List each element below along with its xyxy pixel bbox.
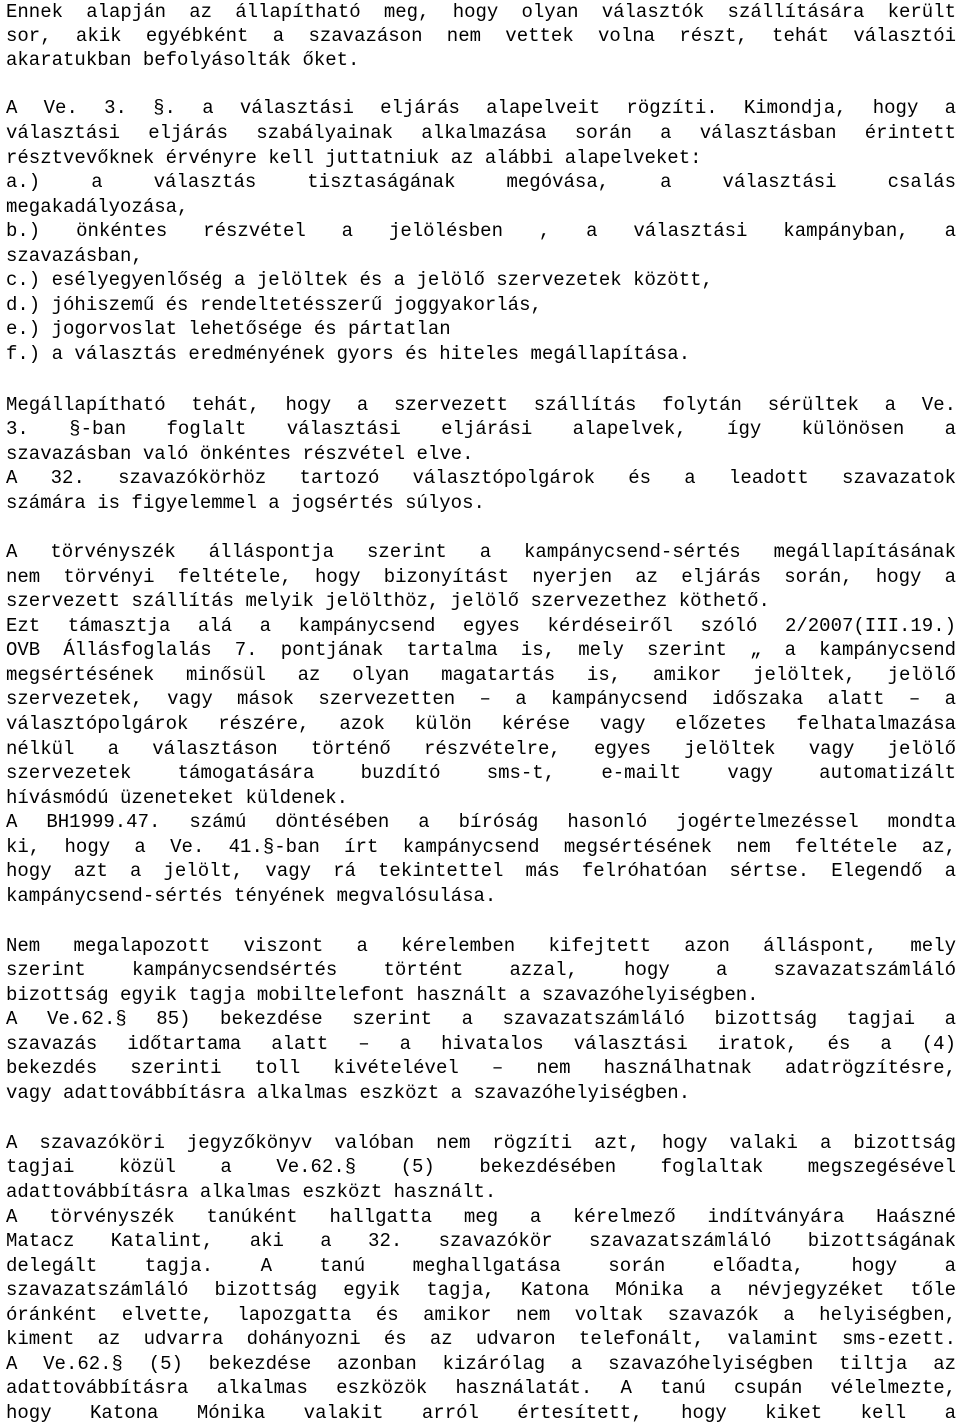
paragraph-line: óránként elvette, lapozgatta és amikor nem voltak szavazók a helyiségben,	[6, 1304, 956, 1326]
paragraph-line: A BH1999.47. számú döntésében a bíróság hasonló jogértelmezéssel mondta	[6, 811, 956, 833]
paragraph-line: A Ve. 3. §. a választási eljárás alapelveit rögzíti. Kimondja, hogy a	[6, 97, 956, 119]
paragraph-line: sor, akik egyébként a szavazáson nem vettek volna részt, tehát választói	[6, 25, 956, 47]
list-item: c.) esélyegyenlőség a jelöltek és a jelölő szervezetek között,	[6, 269, 713, 291]
paragraph-line: delegált tagja. A tanú meghallgatása során előadta, hogy a	[6, 1255, 956, 1277]
paragraph-line: szervezetek, vagy mások szervezetten – a kampánycsend időszaka alatt – a	[6, 688, 956, 710]
paragraph-line: választási eljárás szabályainak alkalmazása során a választásban érintett	[6, 122, 956, 144]
paragraph-line: A Ve.62.§ 85) bekezdése szerint a szavazatszámláló bizottság tagjai a	[6, 1008, 956, 1030]
paragraph-line: tagjai közül a Ve.62.§ (5) bekezdésében foglaltak megszegésével	[6, 1156, 956, 1178]
paragraph-line: szervezett szállítás melyik jelölthöz, jelölő szervezethez köthető.	[6, 590, 770, 612]
paragraph-line: szavazatszámláló bizottság egyik tagja, Katona Mónika a névjegyzéket tőle	[6, 1279, 956, 1301]
list-item: e.) jogorvoslat lehetősége és pártatlan	[6, 318, 451, 340]
list-item: f.) a választás eredményének gyors és hiteles megállapítása.	[6, 343, 691, 365]
paragraph-line: szervezetek támogatására buzdító sms-t, e-mailt vagy automatizált	[6, 762, 956, 784]
paragraph-line: hívásmódú üzeneteket küldenek.	[6, 787, 349, 809]
paragraph-line: A 32. szavazókörhöz tartozó választópolgárok és a leadott szavazatok	[6, 467, 956, 489]
list-item: b.) önkéntes részvétel a jelölésben , a választási kampányban, a	[6, 220, 956, 242]
paragraph-line: kampánycsend-sértés tényének megvalósulása.	[6, 885, 497, 907]
list-item: a.) a választás tisztaságának megóvása, a választási csalás	[6, 171, 956, 193]
paragraph-line: OVB Állásfoglalás 7. pontjának tartalma is, mely szerint „ a kampánycsend	[6, 639, 956, 661]
paragraph-line: Ezt támasztja alá a kampánycsend egyes kérdéseiről szóló 2/2007(III.19.)	[6, 615, 956, 637]
paragraph-line: A Ve.62.§ (5) bekezdése azonban kizárólag a szavazóhelyiségben tiltja az	[6, 1353, 956, 1375]
paragraph-line: nélkül a választáson történő részvételre, egyes jelöltek vagy jelölő	[6, 738, 956, 760]
paragraph-line: 3. §-ban foglalt választási eljárási alapelvek, így különösen a	[6, 418, 956, 440]
paragraph-line: szavazásban való önkéntes részvétel elve.	[6, 443, 474, 465]
paragraph-line: akaratukban befolyásolták őket.	[6, 49, 360, 71]
paragraph-line: A szavazóköri jegyzőkönyv valóban nem rögzíti azt, hogy valaki a bizottság	[6, 1132, 956, 1154]
list-item: d.) jóhiszemű és rendeltetésszerű joggyakorlás,	[6, 294, 542, 316]
paragraph-line: Nem megalapozott viszont a kérelemben kifejtett azon álláspont, mely	[6, 935, 956, 957]
paragraph-line: adattovábbításra alkalmas eszközt használt.	[6, 1181, 497, 1203]
paragraph-line: ki, hogy a Ve. 41.§-ban írt kampánycsend megsértésének nem feltétele az,	[6, 836, 956, 858]
list-item-continuation: szavazásban,	[6, 245, 143, 267]
paragraph-line: A törvényszék álláspontja szerint a kampánycsend-sértés megállapításának	[6, 541, 956, 563]
paragraph-line: adattovábbításra alkalmas eszközök használatát. A tanú csupán vélelmezte,	[6, 1377, 956, 1399]
paragraph-line: bizottság egyik tagja mobiltelefont használt a szavazóhelyiségben.	[6, 984, 759, 1006]
paragraph-line: számára is figyelemmel a jogsértés súlyos.	[6, 492, 485, 514]
paragraph-line: bekezdés szerinti toll kivételével – nem használhatnak adatrögzítésre,	[6, 1057, 956, 1079]
paragraph-line: vagy adattovábbításra alkalmas eszközt a szavazóhelyiségben.	[6, 1082, 691, 1104]
paragraph-line: Megállapítható tehát, hogy a szervezett szállítás folytán sérültek a Ve.	[6, 394, 956, 416]
paragraph-line: résztvevőknek érvényre kell juttatniuk az alábbi alapelveket:	[6, 147, 702, 169]
paragraph-line: Matacz Katalint, aki a 32. szavazókör szavazatszámláló bizottságának	[6, 1230, 956, 1252]
list-item-continuation: megakadályozása,	[6, 196, 189, 218]
paragraph-line: szavazás időtartama alatt – a hivatalos választási iratok, és a (4)	[6, 1033, 956, 1055]
paragraph-line: kiment az udvarra dohányozni és az udvaron telefonált, valamint sms-ezett.	[6, 1328, 956, 1350]
paragraph-line: választópolgárok részére, azok külön kérése vagy előzetes felhatalmazása	[6, 713, 956, 735]
paragraph-line: szerint kampánycsendsértés történt azzal, hogy a szavazatszámláló	[6, 959, 956, 981]
paragraph-line: hogy azt a jelölt, vagy rá tekintettel más felróhatóan sértse. Elegendő a	[6, 860, 956, 882]
paragraph-line: nem törvényi feltétele, hogy bizonyítást nyerjen az eljárás során, hogy a	[6, 566, 956, 588]
paragraph-line: Ennek alapján az állapítható meg, hogy olyan választók szállítására került	[6, 1, 956, 23]
paragraph-line: A törvényszék tanúként hallgatta meg a kérelmező indítványára Haászné	[6, 1206, 956, 1228]
paragraph-line: megsértésének minősül az olyan magatartás is, amikor jelöltek, jelölő	[6, 664, 956, 686]
paragraph-line: hogy Katona Mónika valakit arról értesített, hogy kiket kell a	[6, 1402, 956, 1424]
